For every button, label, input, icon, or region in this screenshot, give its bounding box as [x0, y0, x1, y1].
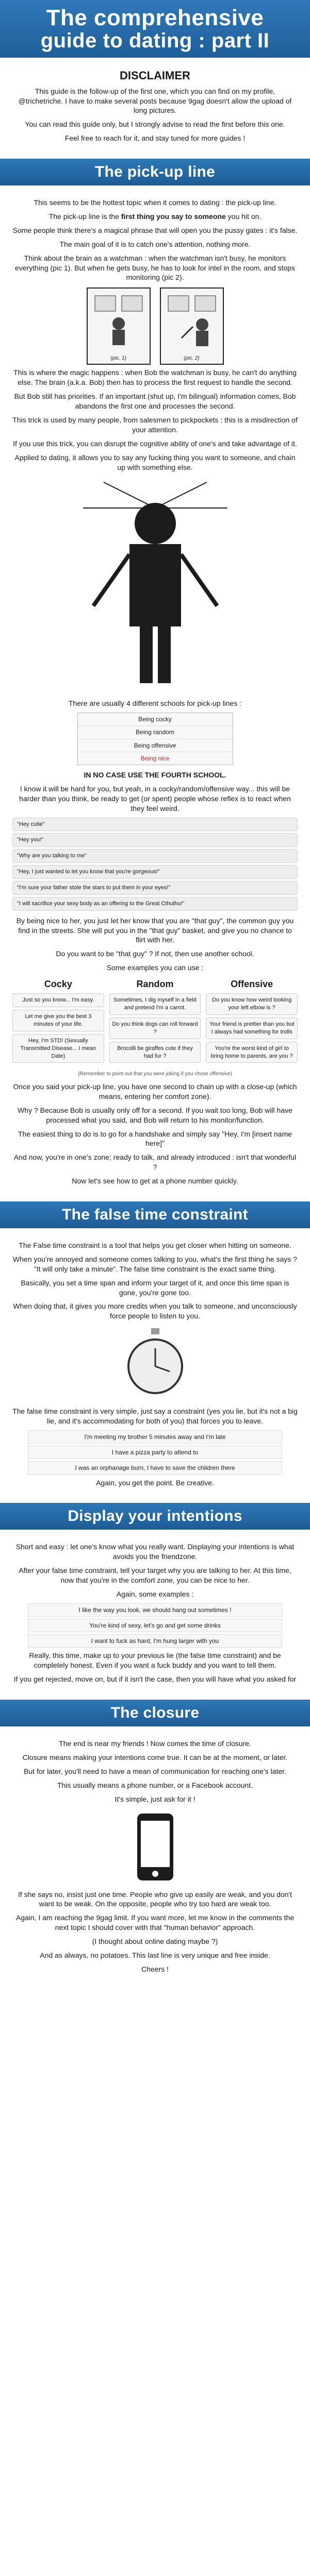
intentions-p5: If you get rejected, move on, but if it isn't the case, then you will have what you asked for	[13, 1675, 297, 1684]
offensive-example-3: You're the worst kind of girl to bring home to parents, are you ?	[206, 1042, 298, 1063]
school-item-1: Being cocky	[78, 713, 233, 726]
pic2-caption: (pic. 2)	[184, 355, 200, 361]
chat-line-5: "I'm sure your father stole the stars to put them in your eyes!"	[12, 881, 298, 895]
pickup-p3: Some people think there's a magical phrase that will open you the pussy gates : it's false.	[12, 226, 298, 234]
intentions-p2: After your false time constraint, tell your target why you are talking to her. At this time, now that you're in the comfort zone, you can be nice to her.	[19, 1566, 291, 1585]
closure-p10: Cheers !	[141, 1964, 169, 1973]
false-p5: The false time constraint is very simple, just say a constraint (yes you lie, but it's not a big lie, and it's accommodating for both of you) that forces you to leave.	[12, 1407, 298, 1426]
pickup-p15: Do you want to be "that guy" ? If not, then use another school.	[56, 950, 254, 958]
pickup-p11: There are usually 4 different schools for pick-up lines :	[68, 699, 242, 708]
false-line-3: I was an orphanage burn, I have to save the children there	[28, 1461, 283, 1475]
false-p3: Basically, you set a time span and inform your target of it, and once this time span is gone, you're gone too.	[21, 1278, 289, 1297]
false-time-header: The false time constraint	[0, 1201, 310, 1228]
false-p1: The False time constraint is a tool that helps you get closer when hitting on someone.	[19, 1241, 291, 1249]
random-example-3: Brocolli be giraffes cute if they had fur ?	[109, 1042, 201, 1063]
pickup-p12: IN NO CASE USE THE FOURTH SCHOOL.	[84, 771, 226, 779]
bald-man-illustration-icon	[62, 477, 248, 693]
pickup-p18: Why ? Because Bob is usually only off for a second. If you wait too long, Bob will have processed what you said, and Bob will return to his monitor/function.	[18, 1106, 292, 1124]
title-banner	[0, 0, 310, 58]
pickup-p13: I know it will be hard for you, but yeah, in a cocky/random/offensive way... this will be harder than you think, be ready to get (or spent) people whose reflex is to react when they feel weird.	[19, 784, 291, 812]
pickup-p19: The easiest thing to do is to go for a handshake and simply say "Hey, I'm [insert name here]"	[18, 1129, 292, 1148]
closure-p5: It's simple, just ask for it !	[115, 1794, 195, 1803]
school-item-2: Being random	[78, 726, 233, 739]
false-p6: Again, you get the point. Be creative.	[96, 1478, 214, 1487]
offensive-column	[206, 978, 298, 1065]
pickup-p14: By being nice to her, you just let her know that you are "that guy", the common guy you find in the streets. She will put you in the "that guy" basket, and give you no chance to flirt with her.	[16, 916, 294, 944]
false-line-1: I'm meeting my brother 5 minutes away and I'm late	[28, 1430, 283, 1444]
closure-p7: Again, I am reaching the 9gag limit. If you want more, let me know in the comments the next topic I should cover with that "human behavior" approach.	[15, 1913, 295, 1932]
pickup-p21: Now let's see how to get at a phone number quickly.	[72, 1177, 238, 1185]
watchman-idle-icon	[93, 292, 144, 348]
pickup-p16: Some examples you can use :	[106, 963, 204, 972]
intentions-line-2: You're kind of sexy, let's go and get some drinks	[28, 1619, 283, 1632]
pickup-p2-a: The pick-up line is the	[48, 212, 121, 221]
chat-line-4: "Hey, I just wanted to let you know that you're gorgeous!"	[12, 865, 298, 879]
intentions-p4: Really, this time, make up to your previous lie (the false time constraint) and be completely honest. Even if you want a fuck buddy and you want to tell them.	[29, 1651, 281, 1670]
false-line-2: I have a pizza party to attend to	[28, 1446, 283, 1459]
disclaimer-paragraph-3: Feel free to reach for it, and stay tuned for more guides !	[64, 134, 246, 143]
pickup-section	[0, 190, 310, 1197]
intentions-p1: Short and easy : let one's know what you really want. Displaying your intentions is what avoids you the friendzone.	[15, 1543, 295, 1561]
watchman-comics	[12, 287, 298, 365]
intentions-line-3: I want to fuck as hard, I'm hung larger with you	[28, 1634, 283, 1648]
schools-list	[77, 713, 233, 765]
pickup-p1: This seems to be the hottest topic when it comes to dating : the pick-up line.	[34, 198, 276, 207]
pickup-p2-c: you hit on.	[225, 212, 262, 221]
chat-line-3: "Why are you talking to me"	[12, 849, 298, 863]
closure-p4: This usually means a phone number, or a Facebook account.	[57, 1781, 253, 1789]
random-title: Random	[136, 979, 174, 990]
pickup-p7: But Bob still has priorities. If an important (shut up, I'm bilingual) information comes, Bob abandons the first one and processes the second.	[14, 392, 296, 411]
offensive-example-1: Do you know how weird looking your left elbow is ?	[206, 993, 298, 1015]
closure-p6: If she says no, insist just one time. People who give up easily are weak, and you don't want to be weak. On the opposite, people who try too hard are weak too.	[18, 1890, 292, 1908]
title-line2: guide to dating : part II	[40, 29, 270, 53]
examples-columns	[12, 978, 298, 1065]
disclaimer-paragraph-1: This guide is the follow-up of the first one, which you can find on my profile, @trichetriche. I have to make several posts because 9gag doesn't allow the upload of long pictures.	[18, 87, 292, 115]
pickup-p2	[12, 212, 298, 222]
disclaimer-heading: DISCLAIMER	[120, 69, 190, 82]
closure-p1: The end is near my friends ! Now comes the time of closure.	[59, 1739, 251, 1748]
pic1-caption: (pic. 1)	[110, 355, 126, 361]
closure-p3: But for later, you'll need to have a mean of communication for reaching one's later.	[24, 1767, 286, 1775]
pickup-header: The pick-up line	[0, 159, 310, 185]
closure-p9: And as always, no potatoes. This last line is very unique and free inside.	[40, 1951, 270, 1960]
cocky-example-3: Hey, I'm STD! (Sexually Transmitted Disease... I mean Date)	[12, 1034, 104, 1063]
chat-examples	[12, 818, 298, 911]
closure-section	[0, 1731, 310, 1986]
pocket-watch	[12, 1325, 298, 1402]
cocky-title: Cocky	[44, 979, 72, 990]
disclaimer-section	[0, 58, 310, 155]
offensive-example-2: Your friend is prettier than you but I always had something for trolls	[206, 1018, 298, 1039]
pickup-p9: If you use this trick, you can disrupt the cognitive ability of one's and take advantage of it.	[13, 439, 297, 448]
intentions-header: Display your intentions	[0, 1503, 310, 1530]
comic-pic1	[87, 287, 151, 365]
stopwatch-icon	[124, 1325, 186, 1402]
cocky-example-2: Let me give you the best 3 minutes of your life.	[12, 1010, 104, 1031]
pickup-p6: This is where the magic happens : when Bob the watchman is busy, he can't do anything else. The brain (a.k.a. Bob) then has to process the first request to handle the second.	[13, 368, 297, 387]
chat-line-6: "I will sacrifice your sexy body as an offering to the Great Cthulhu!"	[12, 897, 298, 911]
false-p4: When doing that, it gives you more credits when you talk to someone, and unconsciously force people to listen to you.	[13, 1302, 297, 1320]
comic-pic2	[160, 287, 224, 365]
intentions-section	[0, 1534, 310, 1696]
intentions-p3: Again, some examples :	[116, 1590, 194, 1599]
pickup-p10: Applied to dating, it allows you to say any fucking thing you want to someone, and chain up with something else.	[14, 453, 296, 471]
pickup-p5: Think about the brain as a watchman : when the watchman isn't busy, he monitors everything (pic 1). But when he gets busy, he has to look for intel in the room, and stops monitoring (pic 2).	[15, 253, 295, 282]
false-p2: When you're annoyed and someone comes talking to you, what's the first thing he says ? "It will only take a minute". The false time constraint is the exact same thing.	[13, 1255, 297, 1273]
chat-line-2: "Hey you!"	[12, 833, 298, 847]
random-example-2: Do you think dogs can roll forward ?	[109, 1018, 201, 1039]
chat-line-1: "Hey cutie"	[12, 818, 298, 832]
watchman-busy-icon	[166, 292, 218, 348]
pickup-p8: This trick is used by many people, from salesmen to pickpockets : this is a misdirection of your attention.	[12, 415, 298, 434]
closure-p8: (I thought about online dating maybe ?)	[92, 1937, 218, 1946]
title-line1: The comprehensive	[46, 5, 264, 30]
intentions-line-1: I like the way you look, we should hang out sometimes !	[28, 1603, 283, 1617]
cocky-example-1: Just so you know... I'm easy.	[12, 993, 104, 1007]
closure-header: The closure	[0, 1700, 310, 1726]
offensive-title: Offensive	[231, 979, 273, 990]
pickup-p4: The main goal of it is to catch one's attention, nothing more.	[59, 240, 251, 248]
disclaimer-paragraph-2: You can read this guide only, but I strongly advise to read the first before this one.	[25, 120, 285, 129]
cocky-column	[12, 978, 104, 1065]
pickup-p20: And now, you're in one's zone; ready to talk, and already introduced : isn't that wonderful ?	[13, 1153, 297, 1172]
phone-icon	[117, 1808, 194, 1886]
random-example-1: Sometimes, I dig myself in a field and pretend I'm a carrot.	[109, 993, 201, 1015]
pickup-p17: Once you said your pick-up line, you have one second to chain up with a close-up (which means, entering her comfort zone).	[13, 1082, 297, 1100]
offensive-note: (Remember to point out that you were joking if you chose offensive)	[78, 1071, 232, 1077]
pickup-p2-b: first thing you say to someone	[121, 212, 226, 221]
school-item-4: Being nice	[140, 754, 170, 762]
random-column	[109, 978, 201, 1065]
false-time-section	[0, 1232, 310, 1499]
closure-p2: Closure means making your intentions come true. It can be at the moment, or later.	[22, 1753, 288, 1762]
school-item-3: Being offensive	[78, 739, 233, 752]
